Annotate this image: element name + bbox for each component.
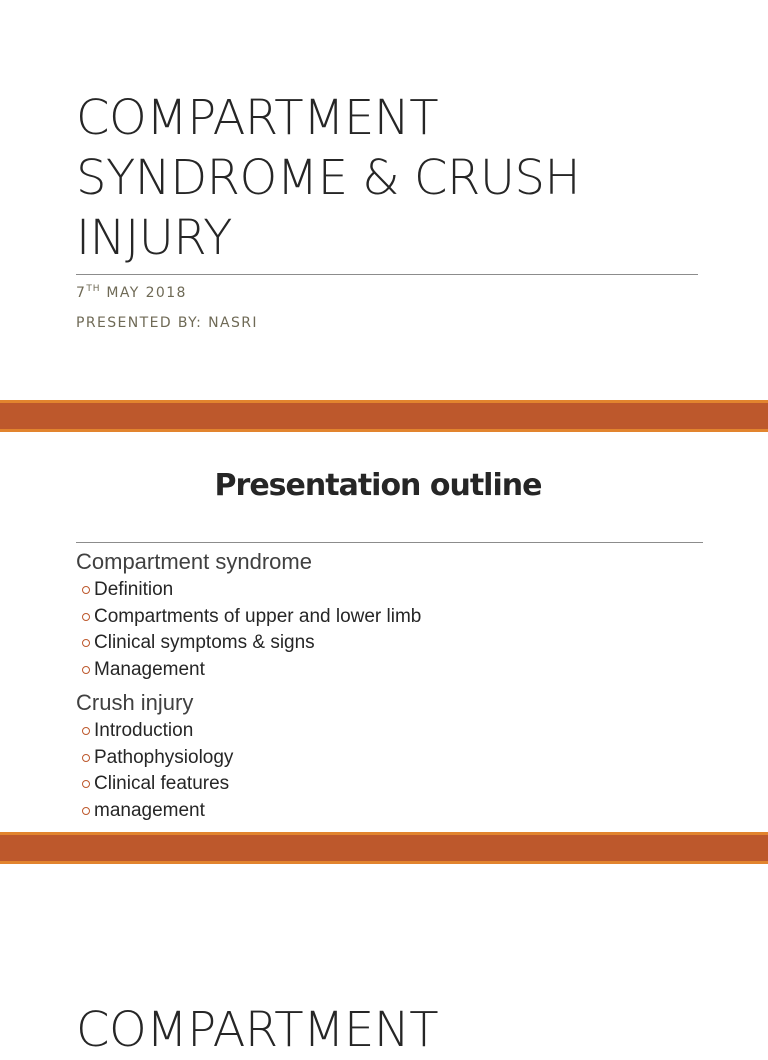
- date-day: 7: [76, 285, 87, 301]
- outline-divider: [76, 542, 703, 543]
- list-item: [76, 718, 716, 745]
- title-line-1: COMPARTMENT: [76, 90, 439, 146]
- bullet-circle-icon: [82, 613, 90, 621]
- bullet-circle-icon: [82, 807, 90, 815]
- bullet-circle-icon: [82, 780, 90, 788]
- bullet-circle-icon: [82, 666, 90, 674]
- list-item: [76, 745, 716, 772]
- bullet-circle-icon: [82, 727, 90, 735]
- bullet-circle-icon: [82, 754, 90, 762]
- list-item: [76, 577, 716, 604]
- bullet-circle-icon: [82, 639, 90, 647]
- bullet-text: Clinical symptoms & signs: [94, 632, 315, 654]
- crush-bullets: [76, 718, 716, 824]
- presentation-date: [76, 284, 187, 301]
- outline-list: [76, 547, 716, 824]
- compartment-bullets: [76, 577, 716, 683]
- list-item: [76, 798, 716, 825]
- list-item: [76, 657, 716, 684]
- list-item: [76, 771, 716, 798]
- title-line-3: INJURY: [76, 210, 232, 266]
- slide-2-outline: [0, 432, 768, 832]
- title-line-2: SYNDROME & CRUSH: [76, 150, 581, 206]
- bullet-circle-icon: [82, 586, 90, 594]
- bullet-text: management: [94, 799, 205, 821]
- list-item: [76, 630, 716, 657]
- presenter-name: PRESENTED BY: NASRI: [76, 315, 258, 331]
- slide-1-title: [0, 0, 768, 400]
- bullet-text: Introduction: [94, 720, 194, 742]
- date-rest: MAY 2018: [100, 285, 187, 301]
- slide-separator: [0, 832, 768, 864]
- bullet-text: Clinical features: [94, 773, 230, 795]
- slide-separator: [0, 400, 768, 432]
- presentation-title: [76, 88, 716, 268]
- list-item: [76, 604, 716, 631]
- bullet-text: Pathophysiology: [94, 746, 234, 768]
- section-heading-crush: Crush injury: [76, 690, 194, 715]
- bullet-text: Management: [94, 658, 205, 680]
- slide-3-partial: [0, 864, 768, 1058]
- bullet-text: Definition: [94, 579, 174, 601]
- outline-title: Presentation outline: [214, 468, 542, 503]
- section-heading-compartment: Compartment syndrome: [76, 549, 312, 574]
- slide-3-title: COMPARTMENT: [76, 1002, 439, 1058]
- title-divider: [76, 274, 698, 275]
- bullet-text: Compartments of upper and lower limb: [94, 605, 422, 627]
- date-suffix: TH: [86, 284, 101, 294]
